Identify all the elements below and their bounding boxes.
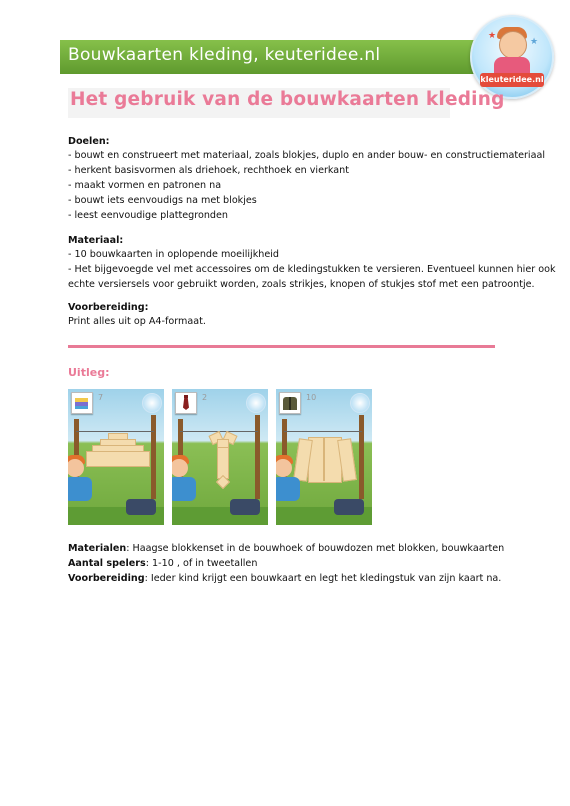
voorbereiding-detail-label: Voorbereiding	[68, 573, 145, 584]
card-logo	[350, 393, 370, 413]
jacket-icon	[279, 392, 301, 414]
building-card-1	[68, 389, 164, 525]
header-banner	[60, 40, 480, 74]
star-icon: ★	[488, 31, 497, 41]
uitleg-heading: Uitleg:	[68, 366, 110, 379]
doelen-item: - herkent basisvormen als driehoek, rechthoek en vierkant	[68, 165, 350, 176]
star-icon: ★	[530, 37, 539, 47]
building-card-3	[276, 389, 372, 525]
materialen-text: : Haagse blokkenset in de bouwhoek of bouwdozen met blokken, bouwkaarten	[126, 543, 505, 554]
doelen-label: Doelen:	[68, 136, 110, 147]
section-divider	[68, 345, 495, 348]
page-heading-box	[68, 88, 505, 118]
voorbereiding-detail-text: : Ieder kind krijgt een bouwkaart en legt het kledingstuk van zijn kaart na.	[144, 573, 502, 584]
card-logo	[142, 393, 162, 413]
card-logo	[246, 393, 266, 413]
materialen-label: Materialen	[68, 543, 127, 554]
materiaal-item: echte versiersels voor gebruikt worden, zoals strikjes, knopen of stukjes stof met een patroontje.	[68, 279, 535, 290]
materiaal-label: Materiaal:	[68, 235, 124, 246]
voorbereiding-line	[68, 571, 501, 586]
tie-icon	[175, 392, 197, 414]
doelen-item: - leest eenvoudige plattegronden	[68, 210, 229, 221]
kleuteridee-logo	[470, 15, 554, 99]
doelen-item: - maakt vormen en patronen na	[68, 180, 222, 191]
voorbereiding-label: Voorbereiding:	[68, 302, 149, 313]
card-number: 10	[306, 393, 317, 402]
materiaal-item: - Het bijgevoegde vel met accessoires om de kledingstukken te versieren. Eventueel kunnen hier ook	[68, 264, 556, 275]
spelers-label: Aantal spelers	[68, 558, 146, 569]
header-title: Bouwkaarten kleding, keuteridee.nl	[68, 45, 381, 65]
page-heading: Het gebruik van de bouwkaarten kleding	[70, 89, 505, 110]
logo-body	[494, 57, 530, 73]
voorbereiding-text: Print alles uit op A4-formaat.	[68, 316, 206, 327]
materiaal-item: - 10 bouwkaarten in oplopende moeilijkheid	[68, 249, 280, 260]
spelers-line	[68, 556, 257, 571]
logo-face	[499, 31, 527, 59]
materialen-line	[68, 541, 504, 556]
logo-text: kleuteridee.nl	[480, 73, 544, 87]
doelen-item: - bouwt iets eenvoudigs na met blokjes	[68, 195, 257, 206]
spelers-text: : 1-10 , of in tweetallen	[145, 558, 258, 569]
building-card-2	[172, 389, 268, 525]
card-number: 2	[202, 393, 208, 402]
doelen-item: - bouwt en construeert met materiaal, zoals blokjes, duplo en ander bouw- en constructiemateriaal	[68, 150, 546, 161]
card-number: 7	[98, 393, 104, 402]
stack-of-clothes-icon	[71, 392, 93, 414]
